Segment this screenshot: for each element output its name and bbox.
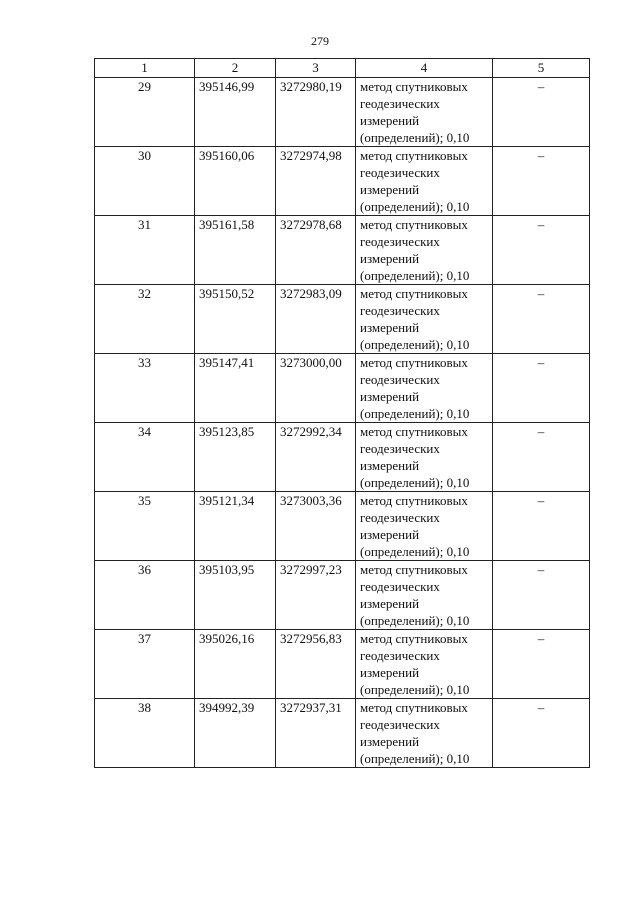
method-cell: метод спутниковых геодезических измерений (определений); 0,10 bbox=[356, 285, 493, 354]
method-cell: метод спутниковых геодезических измерений (определений); 0,10 bbox=[356, 492, 493, 561]
y-coordinate-cell: 3272997,23 bbox=[276, 561, 356, 630]
point-number-cell: 37 bbox=[95, 630, 195, 699]
note-cell: – bbox=[493, 492, 590, 561]
column-header: 5 bbox=[493, 59, 590, 78]
method-cell: метод спутниковых геодезических измерений (определений); 0,10 bbox=[356, 423, 493, 492]
point-number-cell: 35 bbox=[95, 492, 195, 561]
table-row bbox=[95, 630, 590, 699]
point-number-cell: 34 bbox=[95, 423, 195, 492]
table-row bbox=[95, 216, 590, 285]
note-cell: – bbox=[493, 354, 590, 423]
column-header: 3 bbox=[276, 59, 356, 78]
x-coordinate-cell: 395123,85 bbox=[195, 423, 276, 492]
y-coordinate-cell: 3273003,36 bbox=[276, 492, 356, 561]
note-cell: – bbox=[493, 699, 590, 768]
column-header: 4 bbox=[356, 59, 493, 78]
column-header: 1 bbox=[95, 59, 195, 78]
point-number-cell: 38 bbox=[95, 699, 195, 768]
y-coordinate-cell: 3272937,31 bbox=[276, 699, 356, 768]
y-coordinate-cell: 3272980,19 bbox=[276, 78, 356, 147]
table-row bbox=[95, 285, 590, 354]
point-number-cell: 29 bbox=[95, 78, 195, 147]
point-number-cell: 30 bbox=[95, 147, 195, 216]
note-cell: – bbox=[493, 561, 590, 630]
y-coordinate-cell: 3272992,34 bbox=[276, 423, 356, 492]
y-coordinate-cell: 3272956,83 bbox=[276, 630, 356, 699]
method-cell: метод спутниковых геодезических измерений (определений); 0,10 bbox=[356, 630, 493, 699]
method-cell: метод спутниковых геодезических измерений (определений); 0,10 bbox=[356, 354, 493, 423]
table-row bbox=[95, 561, 590, 630]
x-coordinate-cell: 394992,39 bbox=[195, 699, 276, 768]
x-coordinate-cell: 395147,41 bbox=[195, 354, 276, 423]
point-number-cell: 36 bbox=[95, 561, 195, 630]
x-coordinate-cell: 395146,99 bbox=[195, 78, 276, 147]
method-cell: метод спутниковых геодезических измерений (определений); 0,10 bbox=[356, 561, 493, 630]
note-cell: – bbox=[493, 78, 590, 147]
page-number: 279 bbox=[311, 34, 329, 48]
y-coordinate-cell: 3272983,09 bbox=[276, 285, 356, 354]
table-row bbox=[95, 492, 590, 561]
coordinates-table bbox=[94, 58, 590, 768]
x-coordinate-cell: 395161,58 bbox=[195, 216, 276, 285]
method-cell: метод спутниковых геодезических измерений (определений); 0,10 bbox=[356, 216, 493, 285]
table-row bbox=[95, 699, 590, 768]
method-cell: метод спутниковых геодезических измерений (определений); 0,10 bbox=[356, 147, 493, 216]
note-cell: – bbox=[493, 285, 590, 354]
point-number-cell: 32 bbox=[95, 285, 195, 354]
column-header: 2 bbox=[195, 59, 276, 78]
point-number-cell: 31 bbox=[95, 216, 195, 285]
y-coordinate-cell: 3272978,68 bbox=[276, 216, 356, 285]
table-row bbox=[95, 78, 590, 147]
note-cell: – bbox=[493, 423, 590, 492]
table-header-row bbox=[95, 59, 590, 78]
table-row bbox=[95, 423, 590, 492]
note-cell: – bbox=[493, 630, 590, 699]
table-row bbox=[95, 354, 590, 423]
x-coordinate-cell: 395103,95 bbox=[195, 561, 276, 630]
method-cell: метод спутниковых геодезических измерений (определений); 0,10 bbox=[356, 699, 493, 768]
x-coordinate-cell: 395150,52 bbox=[195, 285, 276, 354]
y-coordinate-cell: 3272974,98 bbox=[276, 147, 356, 216]
table-row bbox=[95, 147, 590, 216]
note-cell: – bbox=[493, 216, 590, 285]
y-coordinate-cell: 3273000,00 bbox=[276, 354, 356, 423]
note-cell: – bbox=[493, 147, 590, 216]
x-coordinate-cell: 395121,34 bbox=[195, 492, 276, 561]
x-coordinate-cell: 395026,16 bbox=[195, 630, 276, 699]
x-coordinate-cell: 395160,06 bbox=[195, 147, 276, 216]
method-cell: метод спутниковых геодезических измерений (определений); 0,10 bbox=[356, 78, 493, 147]
point-number-cell: 33 bbox=[95, 354, 195, 423]
